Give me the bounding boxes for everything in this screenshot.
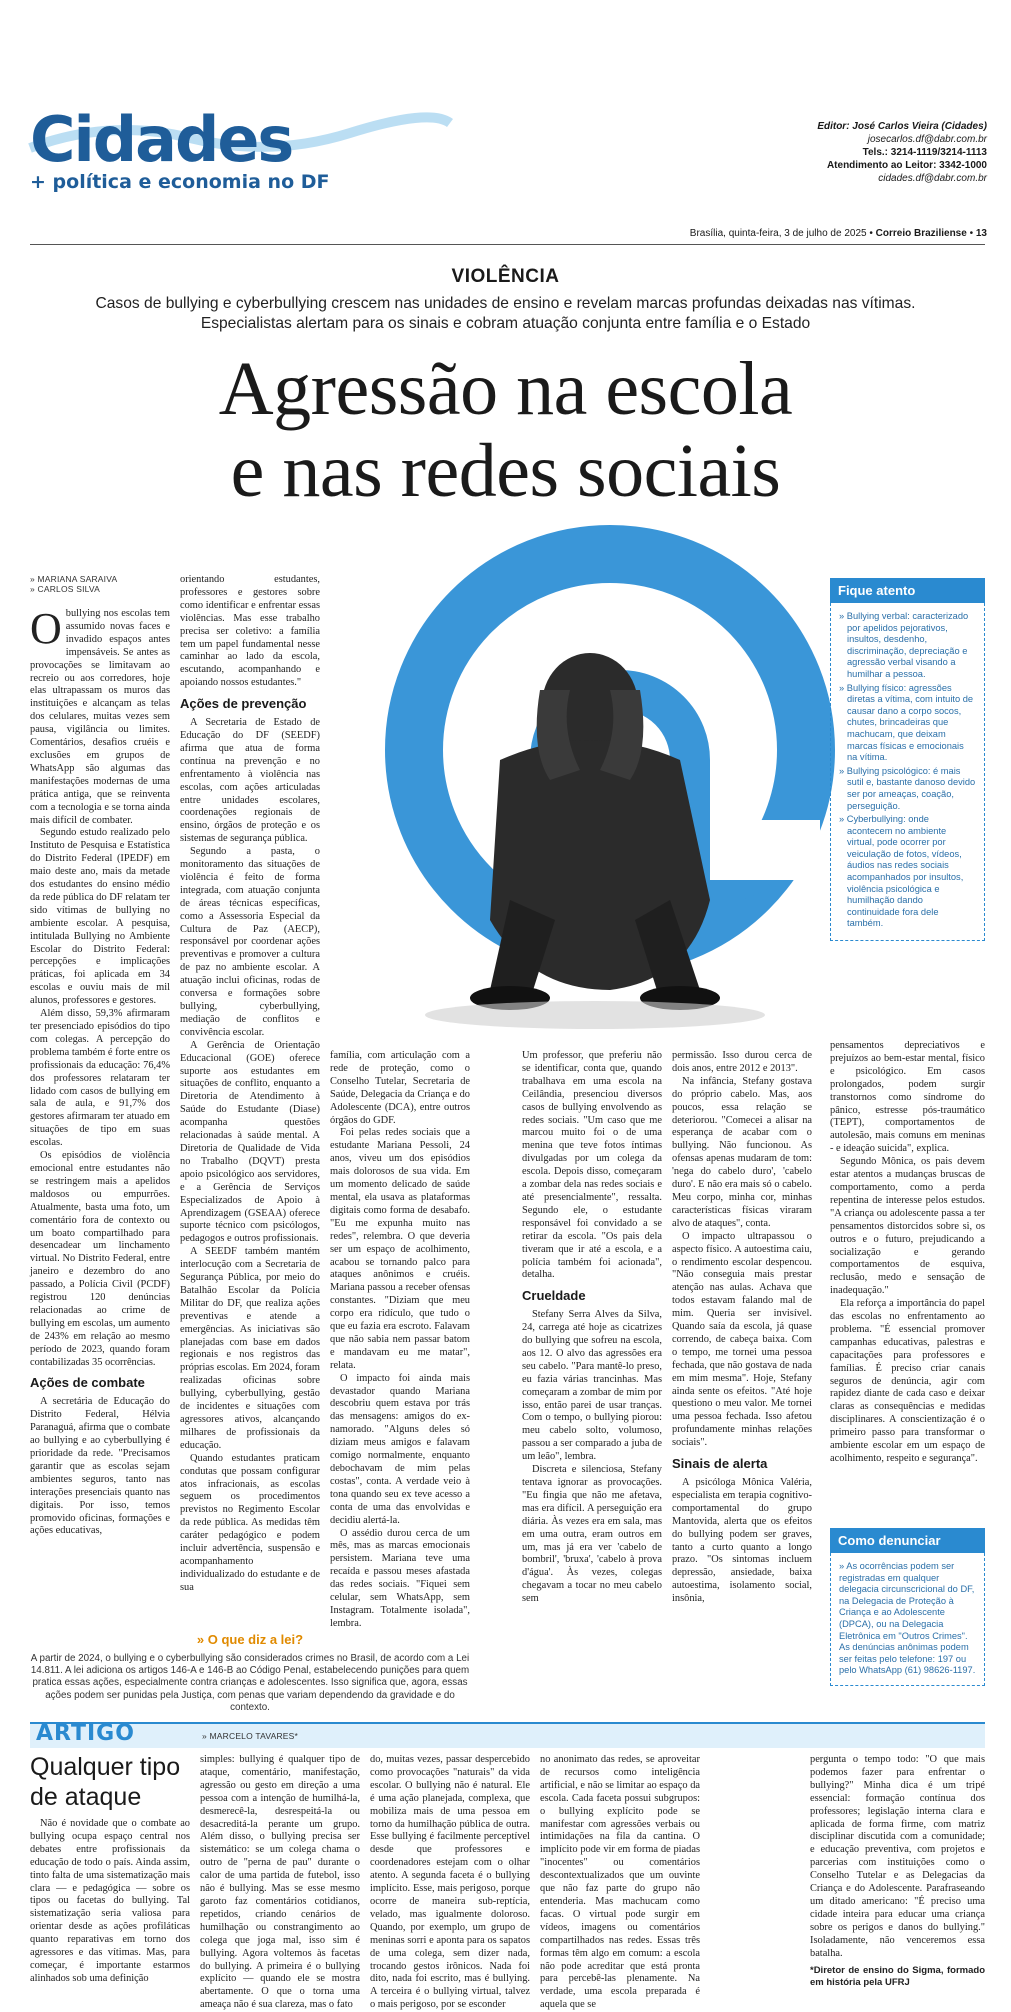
artigo-c3: do, muitas vezes, passar despercebido como provocações "naturais" da vida escolar. O bullying não é natural. Ele é uma ação planejada, complexa, que mobiliza mais de uma pessoa em torno da humilhação pública de outra. Esse bullying é facilmente perceptível desde que professores e coordenadores estejam com o olhar atento. A segunda faceta é o bullying implícito. Esse, mais perigoso, porque ocorre de maneira sub-reptícia, velado, mas igualmente doloroso. Quando, por exemplo, um grupo de meninas sorri e aponta para os sapatos de uma colega, sem dizer nada, trocando gestos irônicos. Nada foi dito, nada foi escrito, mas é bullying. A terceira é o bullying virtual, talvez o mais perigoso, por se esconder <box>370 1754 530 2011</box>
artigo-band <box>30 1722 985 1748</box>
col3-p4: O assédio durou cerca de um mês, mas as marcas emocionais persistem. Mariana teve uma recaída e passou meses afastada das redes sociais. "Fiquei sem celular, sem WhatsApp, sem Instagram. Totalmente isolada", lembra. <box>330 1527 470 1629</box>
article-column-3 <box>330 1050 470 1629</box>
col1-p4: Os episódios de violência emocional entre estudantes não se restringem mais a apelidos maldosos ou empurrões. Atualmente, basta uma foto, um comentário fora de contexto ou um boato compartilhado para desencadear um linchamento virtual. No Distrito Federal, entre janeiro e dezembro do ano passado, a Polícia Civil (PCDF) registrou 120 denúncias relacionadas ao crime de bullying em escolas, um aumento de 243% em relação ao mesmo período de 2023, quando foram contabilizadas 35 ocorrências. <box>30 1150 170 1368</box>
dateline <box>690 228 987 239</box>
author-1: » MARIANA SARAIVA <box>30 574 118 584</box>
artigo-author: » MARCELO TAVARES* <box>202 1731 299 1741</box>
col2-p1: orientando estudantes, professores e gestores sobre como identificar e enfrentar essas violências. Mas esse trabalho precisa ser coletivo: a família tem um papel fundamental nesse caminhar ao lado da escola, escutando, acompanhando e apoiando nossos estudantes." <box>180 574 320 689</box>
editor-email[interactable]: josecarlos.df@dabr.com.br <box>867 134 987 145</box>
bullet-item: » Bullying verbal: caracterizado por apelidos pejorativos, insultos, desdenho, discriminação, depreciação e agressão verbal visando a humilhar a pessoa. <box>839 611 969 679</box>
artigo-c2: simples: bullying é qualquer tipo de ataque, comentário, manifestação, agressão ou gesto em direção a uma pessoa com a intenção de humilhá-la, desmerecê-la, desrespeitá-la ou desacreditá-la perante um grupo. Além disso, o bullying precisa ser sistemático: se um colega chama o outro de "perna de pau" durante o calor de uma partida de futebol, isso não é bullying. Mas se esse mesmo garoto faz comentários cotidianos, repetidos, criando cenários de humilhação ou constrangimento ao colega que joga mal, isso sim é bullying. Agora voltemos às facetas do bullying. A primeira é o bullying explícito — quando ele se mostra abertamente. O que o torna uma ameaça não é sua clareza, mas o fato <box>200 1754 360 2011</box>
subhead-crueldade: Crueldade <box>522 1288 586 1304</box>
drop-cap: O <box>30 604 62 653</box>
artigo-column-2 <box>200 1754 360 2011</box>
article-column-4 <box>522 1050 662 1620</box>
headline-line-2: e nas redes sociais <box>230 429 781 513</box>
fique-atento-box <box>830 578 985 941</box>
artigo-title-line-2: de ataque <box>30 1783 142 1811</box>
artigo-author-note: *Diretor de ensino do Sigma, formado em história pela UFRJ <box>810 1964 985 1989</box>
o-que-diz-text: A partir de 2024, o bullying e o cyberbullying são considerados crimes no Brasil, de acordo com a Lei 14.811. A lei adiciona os artigos 146-A e 146-B ao Código Penal, estabelecendo punições para quem pratica essas ações, especialmente contra crianças e adolescentes. Isso significa que, agora, essas ações podem ser punidas pela Justiça, com penas que variam dependendo da gravidade e do contexto. <box>30 1653 470 1713</box>
artigo-column-4 <box>540 1754 700 2011</box>
col5-p3: O impacto ultrapassou o aspecto físico. A autoestima caiu, o rendimento escolar despencou. "Não conseguia mais prestar atenção nas aulas. Achava que todos estavam falando mal de mim. Queria ser invisível. Quando saía da escola, já quase correndo, de cabeça baixa. Com o tempo, me tornei uma pessoa fechada, que não gostava de nada em mim mesma". Hoje, Stefany ainda sente os efeitos. "Até hoje questiono o meu valor. Me tornei uma pessoa fechada. Isso afetou profundamente minhas relações sociais". <box>672 1230 812 1449</box>
editor-box <box>687 120 987 185</box>
separator: • <box>969 228 976 239</box>
header-rule <box>30 244 985 245</box>
fique-atento-body <box>830 603 985 941</box>
o-que-diz-title: » O que diz a lei? <box>196 1632 304 1647</box>
separator: • <box>869 228 876 239</box>
subhead-acoes-prevencao: Ações de prevenção <box>180 696 307 712</box>
photo-illustration <box>380 520 840 1040</box>
col1-p3: Além disso, 59,3% afirmaram ter presenciado episódios do tipo com colegas. A percepção do problema também é forte entre os profissionais da educação: 76,4% dos professores relataram ter lidado com casos de bullying em sala de aula, e 91,7% dos gestores afirmaram ter atuado em situações de tipo em suas escolas. <box>30 1008 170 1149</box>
o-que-diz-box <box>30 1632 470 1714</box>
col3-p2: Foi pelas redes sociais que a estudante Mariana Pessoli, 24 anos, viveu um dos episódios mais dolorosos de sua vida. Em um momento delicado de saúde mental, ela usava as plataformas digitais como forma de desabafo. "Eu me expunha muito nas redes", relembra. O que deveria ser um espaço de acolhimento, acabou se tornando palco para ataques anônimos e cruéis. Mariana passou a receber ofensas constantes. "Diziam que meu corpo era ridículo, que tudo o que eu fazia era escroto. Falavam que não sabia nem passar batom e mandavam eu me matar", relata. <box>330 1127 470 1371</box>
article-column-5 <box>672 1050 812 1620</box>
byline <box>30 574 170 594</box>
article-column-6 <box>830 1040 985 1520</box>
col5-p1: permissão. Isso durou cerca de dois anos, entre 2012 e 2013". <box>672 1050 812 1074</box>
section-email[interactable]: cidades.df@dabr.com.br <box>878 173 987 184</box>
col5-p2: Na infância, Stefany gostava do próprio cabelo. Mas, aos poucos, essa relação se deteriorou. "Comecei a alisar na esperança de acabar com o bullying. Não funcionou. As ofensas apenas mudaram de tom: 'nega do cabelo duro', 'cabelo duro'. E não era mais só o cabelo. Meu corpo, minha cor, minhas características físicas viraram alvo de ataques", conta. <box>672 1075 812 1229</box>
editor-name: Editor: José Carlos Vieira (Cidades) <box>817 121 987 132</box>
col6-p3: Ela reforça a importância do papel das escolas no enfrentamento ao problema. "É essencial promover campanhas educativas, palestras e capacitações para professores e famílias. É preciso criar canais seguros de denúncia, agir com rapidez diante de cada caso e deixar claras as consequências e medidas disciplinares. A conscientização é o primeiro passo para transformar o ambiente escolar em um espaço de acolhimento, respeito e segurança". <box>830 1298 985 1464</box>
headline <box>0 348 1011 512</box>
col1-p2: Segundo estudo realizado pelo Instituto de Pesquisa e Estatística do Distrito Federal (IPEDF) em maio deste ano, mais da metade dos estudantes do ensino médio da rede pública do DF relatam ter sido vítimas de bullying no ambiente escolar. A pesquisa, intitulada Bullying no Ambiente Escolar do Distrito Federal: percepções e implicações práticas, foi aplicada em 34 escolas e ouviu mais de mil alunos, professores e gestores. <box>30 827 170 1007</box>
col5-p4: A psicóloga Mônica Valéria, especialista em terapia cognitivo-comportamental do grupo Mantovida, alerta que os efeitos do bullying podem ser graves, tanto a curto quanto a longo prazo. "Os sintomas incluem depressão, ansiedade, baixa autoestima, isolamento social, insônia, <box>672 1477 812 1605</box>
deck <box>60 294 951 334</box>
artigo-c4: no anonimato das redes, se aproveitar de recursos como inteligência artificial, e não se limitar ao espaço da escola. Cada faceta possui subgrupos: o bullying explícito pode se manifestar com agressões verbais ou intimidações na fila da cantina. O implícito pode vir em forma de piadas "inocentes" ou comentários descontextualizados que um ouvinte que não faz parte do grupo não entenderia. Mas machucam como facas. O virtual pode surgir em vídeos, imagens ou comentários compartilhados nas redes. Essas três formas têm algo em comum: a escola não pode acreditar que está pronta para percebê-las plenamente. Na verdade, uma escola preparada é aquela que se <box>540 1754 700 2011</box>
artigo-c5: pergunta o tempo todo: "O que mais podemos fazer para enfrentar o bullying?" Minha dica é um tripé essencial: formação contínua dos professores; legislação interna clara e aplicada de forma firme, com matriz disciplinar discutida com a comunidade; e educação preventiva, com projetos e parcerias com instituições como o Conselho Tutelar e as Delegacias da Criança e do Adolescente. Parafraseando um ditado americano: "É preciso uma cidade inteira para educar uma criança sobre os perigos e danos do bullying." Isoladamente, não venceremos essa batalha. <box>810 1754 985 1959</box>
como-denunciar-title: Como denunciar <box>830 1528 985 1553</box>
col4-p2: Stefany Serra Alves da Silva, 24, carrega até hoje as cicatrizes do bullying que sofreu na escola, aos 12. O alvo das agressões era seu cabelo. "Para mantê-lo preso, eu fazia várias trancinhas. Mas começaram a zombar de mim por isso, então parei de usar tranças. Com o tempo, o bullying piorou: meu cabelo solto, volumoso, passou a ser comparado a juba de um leão", lembra. <box>522 1309 662 1463</box>
como-denunciar-body: » As ocorrências podem ser registradas em qualquer delegacia circunscricional do DF, na Delegacia de Proteção à Criança e ao Adolescente (DPCA), ou na Delegacia Eletrônica em "Outros Crimes". As denúncias anônimas podem ser feitas pelo telefone: 197 ou pelo WhatsApp (61) 98626-1197. <box>830 1553 985 1686</box>
bullet-item: » Bullying psicológico: é mais sutil e, bastante danoso devido ser por ameaças, coação, perseguição. <box>839 765 976 811</box>
col4-p1: Um professor, que preferiu não se identificar, conta que, quando trabalhava em uma escola na Ceilândia, presenciou diversos casos de bullying envolvendo as redes sociais. "Um caso que me marcou muito foi o de uma menina que teve fotos íntimas divulgadas por um colega da escola. Depois disso, começaram a zombar dela nas redes sociais e até presencialmente", ressalta. Segundo ele, o estudante responsável foi convidado a se retirar da escola. "Os pais dela tiveram que ir até a escola, e a polícia também foi acionada", detalha. <box>522 1050 662 1281</box>
col3-p3: O impacto foi ainda mais devastador quando Mariana descobriu quem estava por trás das mensagens: amigos do ex-namorado. "Alguns deles só diziam meus amigos e falavam comigo normalmente, enquanto debochavam de mim pelas costas", conta. A verdade veio à tona quando seu ex teve acesso a conta de uma das envolvidas e decidiu alertá-la. <box>330 1372 470 1526</box>
artigo-column-1 <box>30 1818 190 1984</box>
col3-p1: família, com articulação com a rede de proteção, como o Conselho Tutelar, Secretaria de Saúde, Delegacia da Criança e do Adolescente (DCA), entre outros órgãos do GDF. <box>330 1050 470 1126</box>
section-title: Cidades <box>30 103 293 176</box>
col6-p1: pensamentos depreciativos e prejuízos ao bem-estar mental, físico e psicológico. Em casos prolongados, podem surgir transtornos como síndrome do pânico, estresse pós-traumático (TEPT), comportamentos de autolesão, mais comuns em meninas - e ideação suicida", explica. <box>830 1040 985 1155</box>
author-2: » CARLOS SILVA <box>30 584 101 594</box>
artigo-c1: Não é novidade que o combate ao bullying ocupa espaço central nos debates entre profissionais da educação de todo o país. Ainda assim, tinto falta de uma sistematização mais clara — e pedagógica — sobre os tipos ou facetas do bullying. Tal sistematização seria valiosa para orientar desde as ações profiláticas quanto reparativas em torno dos agressores e das vítimas. Mas, para começar, é importante estarmos alinhados sob uma definição <box>30 1818 190 1984</box>
col2-p2: A Secretaria de Estado de Educação do DF (SEEDF) afirma que atua de forma contínua na prevenção e no enfrentamento à violência nas escolas, com ações articuladas entre unidades escolares, coordenações regionais de ensino, órgãos de proteção e os sistemas de segurança pública. <box>180 717 320 845</box>
artigo-label: ARTIGO <box>36 1721 135 1746</box>
fique-atento-title: Fique atento <box>830 578 985 603</box>
article-column-2 <box>180 574 320 1622</box>
artigo-column-5 <box>810 1754 985 1989</box>
artigo-title-line-1: Qualquer tipo <box>30 1753 181 1781</box>
kicker: VIOLÊNCIA <box>451 266 560 287</box>
artigo-title <box>30 1752 190 1812</box>
headline-line-1: Agressão na escola <box>218 347 793 431</box>
paper-name: Correio Braziliense <box>875 228 967 239</box>
date: Brasília, quinta-feira, 3 de julho de 2025 <box>689 228 867 239</box>
article-column-1 <box>30 604 170 1626</box>
section-subtitle: + política e economia no DF <box>30 171 330 193</box>
col2-p4: A Gerência de Orientação Educacional (GOE) oferece suporte aos estudantes em situações de conflito, enquanto a Diretoria de Atendimento à Saúde do Estudante (Diase) acompanha questões relacionadas à saúde mental. A Diretoria de Qualidade de Vida no Trabalho (DQVT) presta apoio psicológico aos servidores, e a Gerência de Serviços Especializados de Apoio à Aprendizagem (GSEAA) oferece suporte técnico com psicólogos, pedagogos e outros profissionais. <box>180 1039 320 1245</box>
bullet-item: » Cyberbullying: onde acontecem no ambiente virtual, pode ocorrer por veiculação de fotos, vídeos, áudios nas redes sociais acompanhados por insultos, violência psicológica e humilhação dando continuidade fora dele também. <box>839 814 964 929</box>
col1-p5: A secretária de Educação do Distrito Federal, Hélvia Paranaguá, afirma que o combate ao bullying e ao cyberbullying é prioridade da rede. "Precisamos garantir que as escolas sejam ambientes seguros, tanto nas interações presenciais quanto nas digitais. Por isso, temos promovido oficinas, formações e ações educativas, <box>30 1396 170 1537</box>
page-number: 13 <box>975 228 987 239</box>
editor-phones: Tels.: 3214-1119/3214-1113 <box>862 147 987 158</box>
atendimento: Atendimento ao Leitor: 3342-1000 <box>826 160 987 171</box>
artigo-column-3 <box>370 1754 530 2011</box>
deck-line-2: Especialistas alertam para os sinais e cobram atuação conjunta entre família e o Estado <box>200 315 811 332</box>
col2-p3: Segundo a pasta, o monitoramento das situações de violência é feito de forma integrada, com atuação conjunta de áreas técnicas específicas, como a Assessoria Especial da Cultura de Paz (AECP), responsável por coordenar ações preventivas e promover a cultura de paz no ambiente escolar. A atuação inclui oficinas, rodas de conversa e formações sobre bullying, cyberbullying, mediação de conflitos e convivência escolar. <box>180 846 320 1038</box>
col1-p1: bullying nos escolas tem assumido novas faces e invadido espaços antes impensáveis. Se antes as provocações se limitavam ao recreio ou aos corredores, hoje elas ultrapassam os muros das instituições e alcançam as telas dos celulares, muitas vezes sem pausa, vigilância ou limites. Comentários, desafios cruéis e exclusões em grupos de WhatsApp são algumas das manifestações modernas de uma prática antiga, que se reinventa com a tecnologia e se torna ainda mais difícil de combater. <box>30 608 170 826</box>
como-denunciar-box <box>830 1528 985 1686</box>
col4-p3: Discreta e silenciosa, Stefany tentava ignorar as provocações. "Eu fingia que não me afetava, mas era difícil. A perseguição era diária. Às vezes era em sala, mas em uma outra, eram outros em um, mas já era ver 'cabelo de bombril', 'bruxa', 'cabelo à prova d'água'. Às vezes, colegas chegavam a tocar no meu cabelo sem <box>522 1464 662 1605</box>
subhead-sinais-alerta: Sinais de alerta <box>672 1456 768 1472</box>
deck-line-1: Casos de bullying e cyberbullying crescem nas unidades de ensino e revelam marcas profundas deixadas nas vítimas. <box>95 295 916 312</box>
bullet-item: » Bullying físico: agressões diretas a vítima, com intuito de causar dano a corpo socos, chutes, brincadeiras que machucam, que deixam marcas físicas e emocionais na vítima. <box>839 682 974 763</box>
col6-p2: Segundo Mônica, os pais devem estar atentos a mudanças bruscas de comportamento, como a perda repentina de interesse pelos estudos. "A criança ou adolescente passa a ter pensamentos distorcidos sobre si, os outros e o futuro, prejudicando a socialização e gerando comportamentos de esquiva, reclusão, medo e sensação de inadequação." <box>830 1156 985 1297</box>
col2-p6: Quando estudantes praticam condutas que possam configurar atos infracionais, as escolas seguem os procedimentos previstos no Regimento Escolar da rede pública. As medidas têm caráter pedagógico e podem incluir advertência, suspensão e acompanhamento individualizado do estudante e de sua <box>180 1452 320 1593</box>
subhead-acoes-combate: Ações de combate <box>30 1375 145 1391</box>
col2-p5: A SEEDF também mantém interlocução com a Secretaria de Segurança Pública, por meio do Batalhão Escolar da Polícia Militar do DF, que realiza ações preventivas e atende a emergências. As iniciativas são planejadas com base em dados regionais e nos registros das próprias escolas. Em 2024, foram realizadas oficinas sobre bullying, cyberbullying, gestão de incidentes e situações com agressores ativos, alcançando milhares de profissionais da educação. <box>180 1246 320 1451</box>
